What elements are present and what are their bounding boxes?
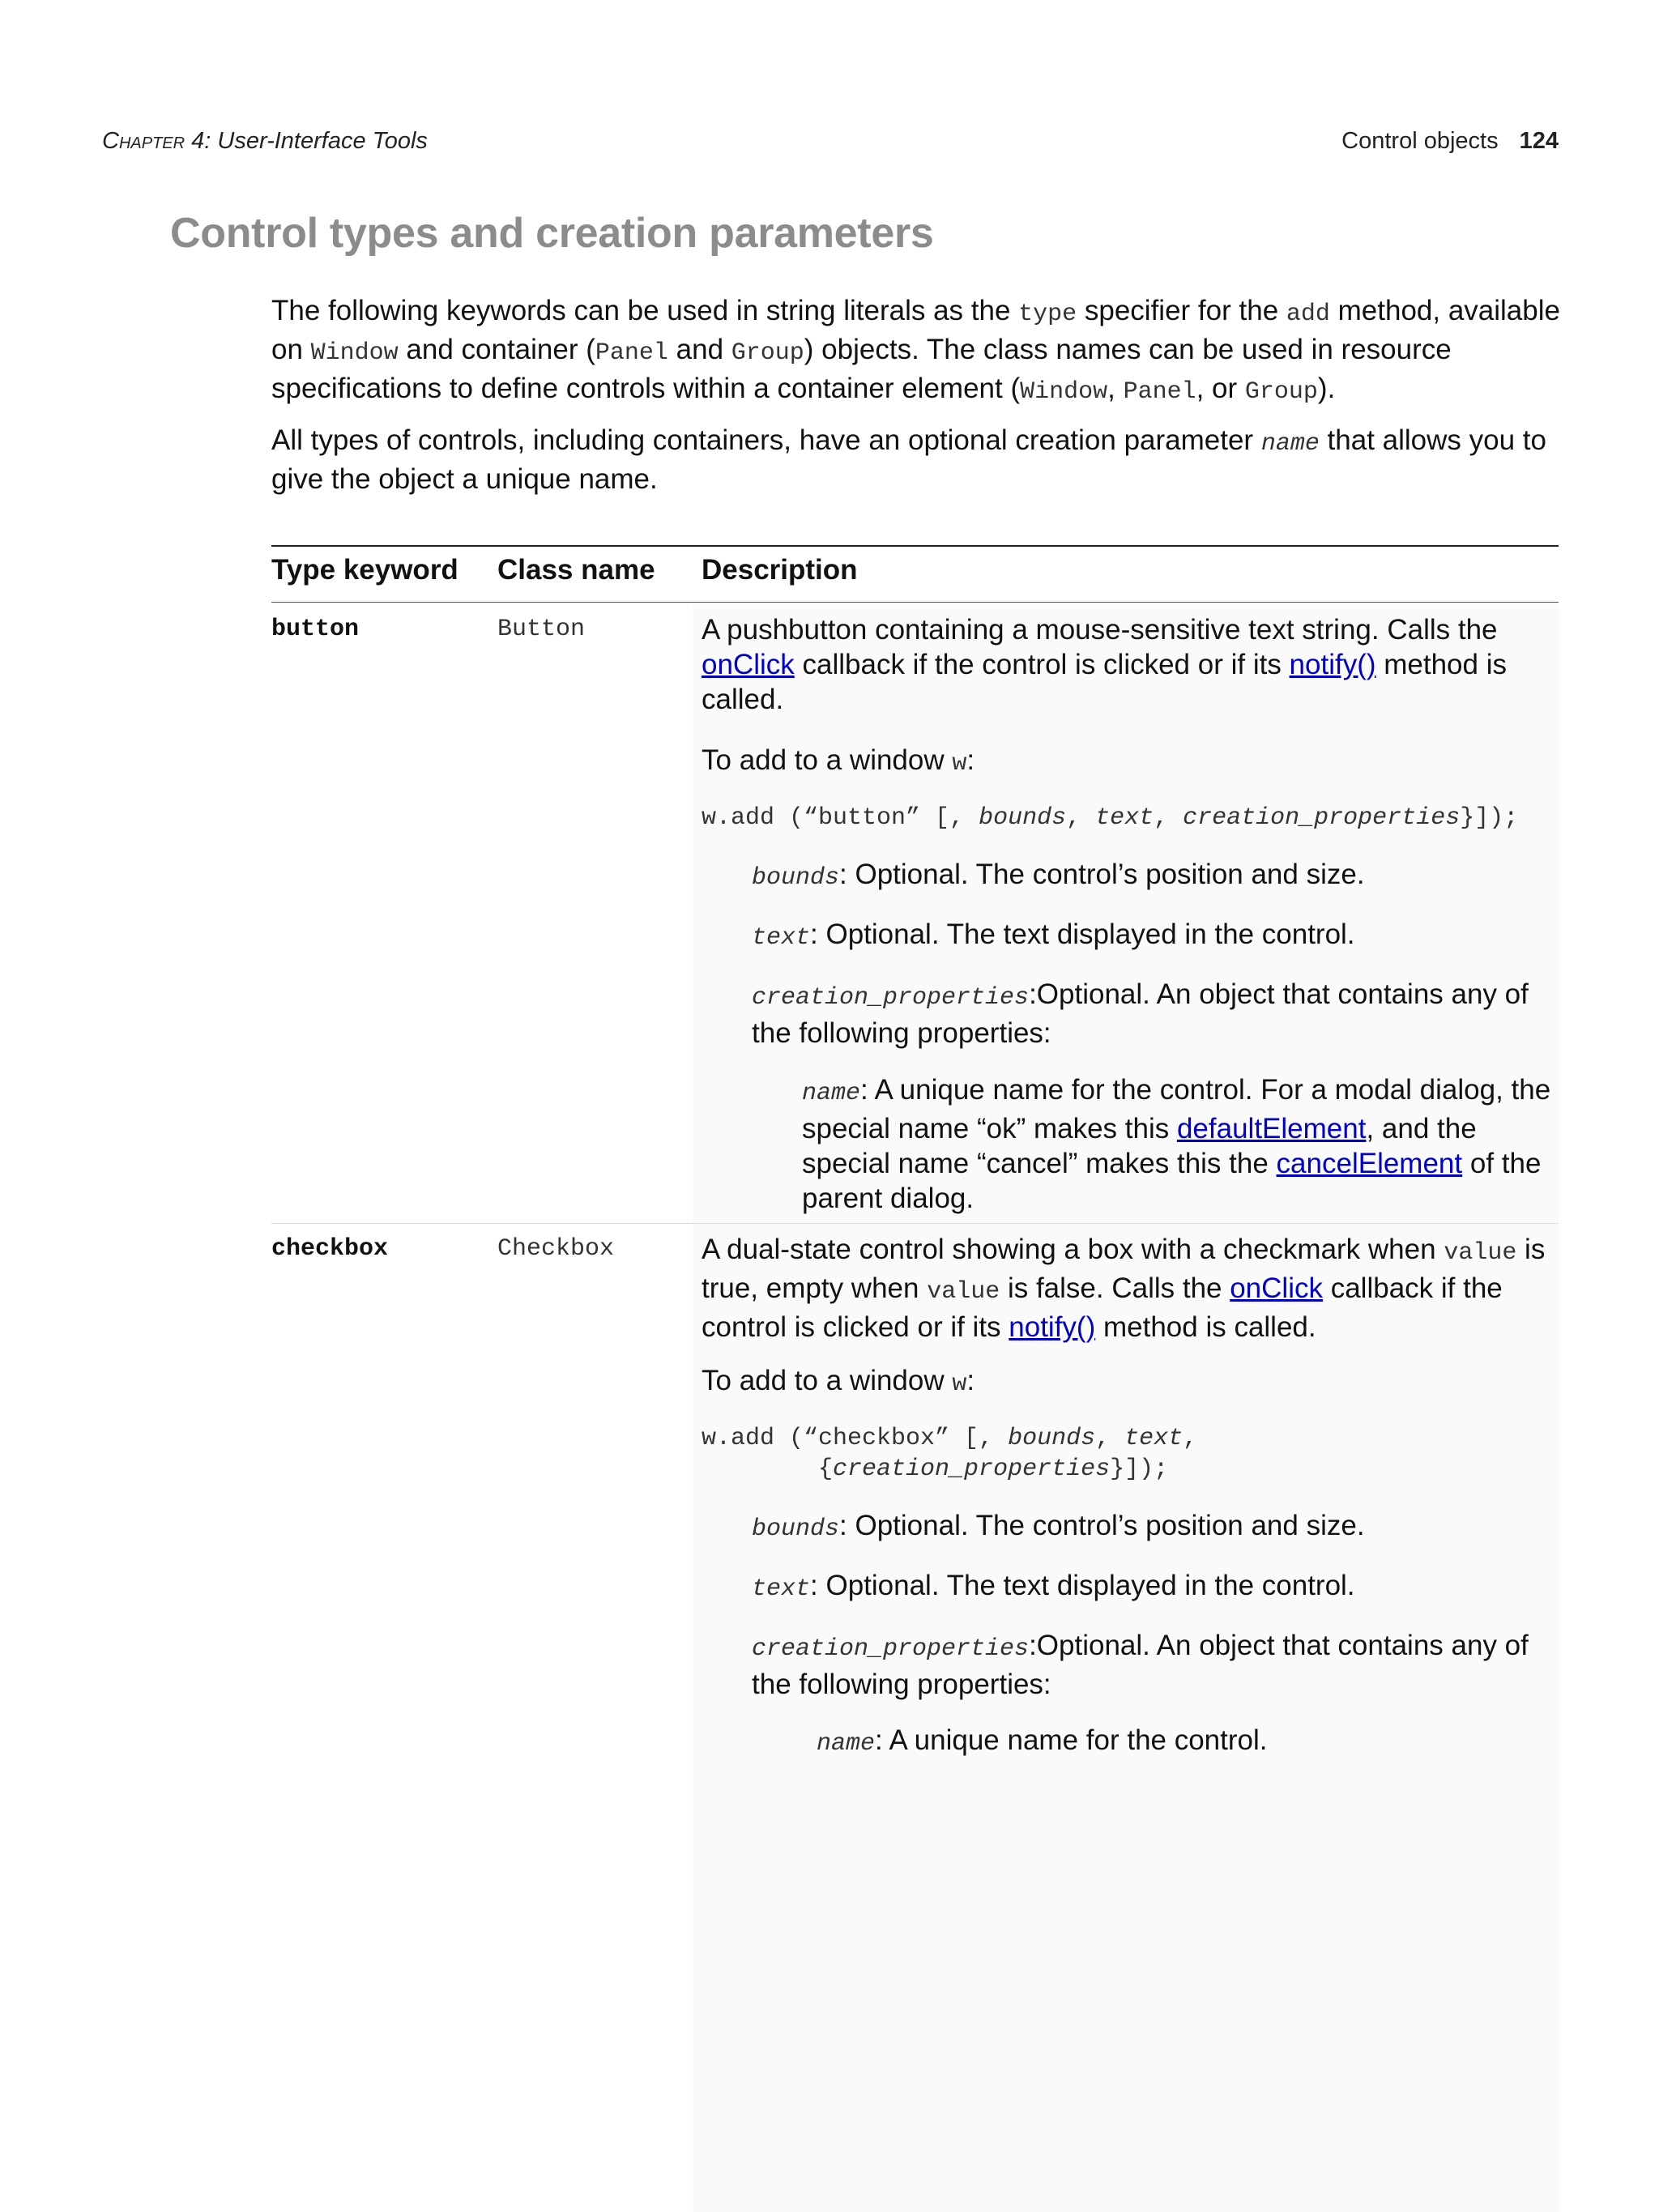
checkbox-description: A dual-state control showing a box with a checkmark when value is true, empty when value is false. Calls the onClick callback if the control is clicked or if its notify() method is called. (702, 1234, 1546, 1343)
checkbox-add-instruction: To add to a window w: (702, 1365, 975, 1398)
table-top-rule (271, 545, 1559, 547)
running-header-section (1341, 128, 1559, 155)
table-row-keyword: button (271, 616, 360, 643)
button-param-creation-properties: creation_properties:Optional. An object that contains any of the following properties: (752, 978, 1529, 1049)
button-param-bounds: bounds: Optional. The control’s position and size. (752, 859, 1365, 892)
table-header-class: Class name (497, 554, 655, 586)
button-description: A pushbutton containing a mouse-sensitive text string. Calls the onClick callback if the control is clicked or if its notify() method is called. (702, 614, 1507, 715)
description-column-background (693, 603, 1559, 2212)
onclick-link[interactable]: onClick (1230, 1272, 1323, 1304)
page-number: 124 (1519, 128, 1559, 154)
table-row-class: Button (497, 616, 586, 643)
intro-paragraph-1: The following keywords can be used in string literals as the type specifier for the add method, available on Window and container (Panel and Group) objects. The class names can be used in resource specifications to define controls within a container element (Window, Panel, or Group). (271, 295, 1560, 406)
table-row-divider (271, 1223, 1559, 1224)
section-name: Control objects (1341, 128, 1499, 154)
checkbox-name-property: name: A unique name for the control. (817, 1724, 1268, 1758)
onclick-link[interactable]: onClick (702, 649, 795, 680)
checkbox-param-creation-properties: creation_properties:Optional. An object that contains any of the following properties: (752, 1630, 1529, 1700)
checkbox-code-sample: w.add (“checkbox” [, bounds, text, {creation_properties}]); (702, 1425, 1198, 1483)
button-code-sample: w.add (“button” [, bounds, text, creation_properties}]); (702, 804, 1519, 832)
table-row-keyword: checkbox (271, 1235, 389, 1263)
intro-paragraph-2: All types of controls, including containers, have an optional creation parameter name that allows you to give the object a unique name. (271, 424, 1546, 495)
table-header-keyword: Type keyword (271, 554, 458, 586)
button-name-property: name: A unique name for the control. For a modal dialog, the special name “ok” makes this defaultElement, and the special name “cancel” makes this the cancelElement of the parent dialog. (802, 1074, 1551, 1214)
button-add-instruction: To add to a window w: (702, 744, 975, 778)
page-title: Control types and creation parameters (170, 210, 934, 257)
button-param-text: text: Optional. The text displayed in the control. (752, 918, 1355, 952)
table-row-class: Checkbox (497, 1235, 615, 1263)
running-header-chapter (102, 128, 428, 155)
cancel-element-link[interactable]: cancelElement (1276, 1148, 1463, 1179)
table-header-description: Description (702, 554, 858, 586)
table-header-rule (271, 602, 1559, 603)
notify-link[interactable]: notify() (1289, 649, 1376, 680)
checkbox-param-text: text: Optional. The text displayed in the control. (752, 1570, 1355, 1603)
notify-link[interactable]: notify() (1009, 1311, 1096, 1343)
checkbox-param-bounds: bounds: Optional. The control’s position and size. (752, 1510, 1365, 1543)
default-element-link[interactable]: defaultElement (1176, 1113, 1367, 1144)
chapter-label: Chapter 4: (102, 128, 211, 154)
chapter-title: User-Interface Tools (217, 128, 428, 154)
